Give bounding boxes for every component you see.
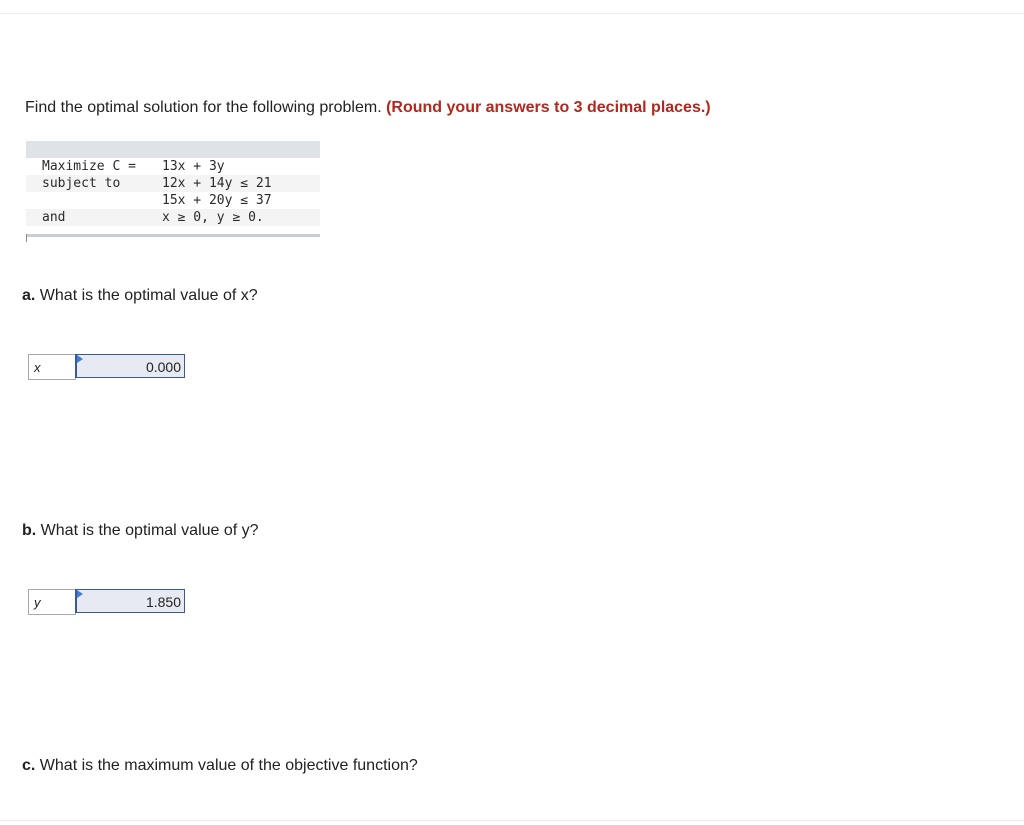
question-a	[22, 287, 258, 305]
bottom-divider	[0, 820, 1024, 821]
nonnegativity-expression: x ≥ 0, y ≥ 0.	[162, 210, 264, 225]
lp-table-footer-tick	[26, 234, 27, 242]
question-c-text: What is the maximum value of the objective function?	[39, 757, 418, 774]
constraint-row-2	[26, 192, 320, 209]
lp-table-footer	[26, 234, 320, 237]
constraint-row-1	[26, 175, 320, 192]
x-answer-input[interactable]: 0.000	[75, 354, 185, 378]
objective-expression: 13x + 3y	[162, 159, 225, 174]
rounding-note: (Round your answers to 3 decimal places.)	[386, 99, 711, 116]
top-divider	[0, 13, 1024, 14]
instructions	[25, 99, 711, 117]
variable-y-text: y	[34, 595, 41, 610]
nonnegativity-label: and	[42, 210, 66, 225]
constraint-2-expression: 15x + 20y ≤ 37	[162, 193, 272, 208]
question-b	[22, 522, 259, 540]
question-b-text: What is the optimal value of y?	[40, 522, 259, 539]
constraint-label: subject to	[42, 176, 121, 191]
variable-x-label	[28, 354, 76, 380]
variable-y-label	[28, 589, 76, 615]
objective-label: Maximize C =	[42, 159, 136, 174]
objective-row	[26, 158, 320, 175]
question-c-letter: c.	[22, 757, 36, 774]
answer-b	[28, 589, 188, 615]
lp-problem-table	[26, 141, 320, 242]
question-a-text: What is the optimal value of x?	[39, 287, 258, 304]
nonnegativity-row	[26, 209, 320, 226]
question-c	[22, 757, 418, 775]
constraint-1-expression: 12x + 14y ≤ 21	[162, 176, 272, 191]
question-b-letter: b.	[22, 522, 37, 539]
answer-marker-icon	[77, 355, 83, 363]
variable-x-text: x	[34, 360, 41, 375]
lp-table-header	[26, 141, 320, 158]
question-a-letter: a.	[22, 287, 36, 304]
instruction-text: Find the optimal solution for the following problem.	[25, 99, 382, 116]
answer-marker-icon	[77, 590, 83, 598]
y-answer-input[interactable]: 1.850	[75, 589, 185, 613]
answer-a	[28, 354, 188, 380]
